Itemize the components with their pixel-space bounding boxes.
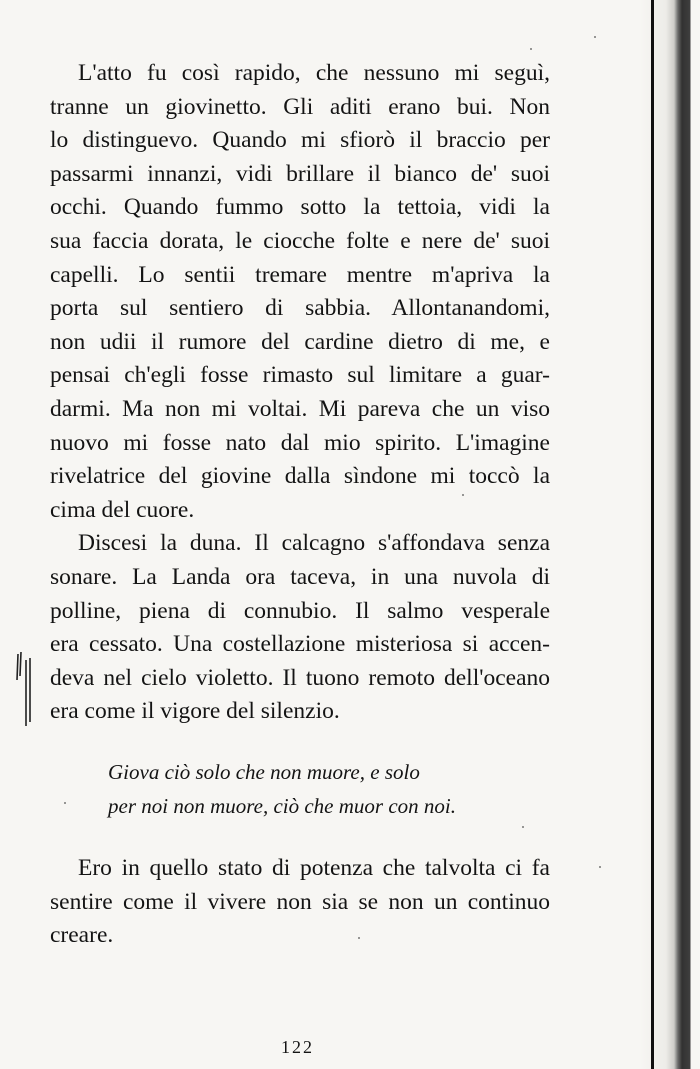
text-line: darmi. Ma non mi voltai. Mi pareva che un viso <box>50 395 550 422</box>
page-number: 122 <box>281 1037 314 1057</box>
closing-paragraph <box>50 852 550 953</box>
text-line: creare. <box>50 922 114 949</box>
text-line: sua faccia dorata, le ciocche folte e nere de' suoi <box>50 227 550 254</box>
paper-speck <box>594 36 596 38</box>
text-line: Ero in quello stato di potenza che talvolta ci fa <box>78 855 550 881</box>
quote-line: Giova ciò solo che non muore, e solo <box>108 760 420 784</box>
text-line: pensai ch'egli fosse rimasto sul limitare a guar- <box>50 362 550 389</box>
text-line: L'atto fu così rapido, che nessuno mi seguì, <box>78 60 550 86</box>
verse-quote <box>108 756 528 823</box>
text-line: cima del cuore. <box>50 496 195 523</box>
book-spine-shadow <box>640 0 700 1069</box>
text-line: sentire come il vivere non sia se non un continuo <box>50 888 550 915</box>
paragraph-1 <box>50 57 550 527</box>
text-line: lo distinguevo. Quando mi sfiorò il braccio per <box>50 127 550 154</box>
text-line: rivelatrice del giovine dalla sìndone mi toccò la <box>50 463 550 490</box>
text-line: Discesi la duna. Il calcagno s'affondava senza <box>78 530 550 557</box>
text-line: tranne un giovinetto. Gli aditi erano bui. Non <box>50 93 550 120</box>
paragraph-2 <box>50 527 550 729</box>
text-line: porta sul sentiero di sabbia. Allontanandomi, <box>50 295 550 322</box>
text-line: occhi. Quando fummo sotto la tettoia, vidi la <box>50 194 550 221</box>
text-line: era cessato. Una costellazione misteriosa si accen- <box>50 631 550 658</box>
paper-speck <box>599 866 601 868</box>
paper-speck <box>530 48 532 50</box>
main-text <box>50 57 550 729</box>
paper-speck <box>522 826 524 828</box>
text-line: era come il vigore del silenzio. <box>50 698 340 725</box>
text-line: sonare. La Landa ora taceva, in una nuvola di <box>50 563 550 590</box>
text-line: polline, piena di connubio. Il salmo vesperale <box>50 597 550 624</box>
paper-speck <box>462 494 464 496</box>
text-line: nuovo mi fosse nato dal mio spirito. L'imagine <box>50 429 550 456</box>
paper-speck <box>64 802 66 804</box>
text-line: passarmi innanzi, vidi brillare il bianco de' suoi <box>50 160 550 187</box>
text-line: capelli. Lo sentii tremare mentre m'apriva la <box>50 261 550 288</box>
text-line: deva nel cielo violetto. Il tuono remoto dell'oceano <box>50 664 550 691</box>
margin-pencil-mark <box>12 650 36 730</box>
text-line: non udii il rumore del cardine dietro di me, e <box>50 328 550 355</box>
paper-speck <box>358 937 360 939</box>
book-spine-edge <box>651 0 654 1069</box>
quote-line: per noi non muore, ciò che muor con noi. <box>108 793 456 818</box>
